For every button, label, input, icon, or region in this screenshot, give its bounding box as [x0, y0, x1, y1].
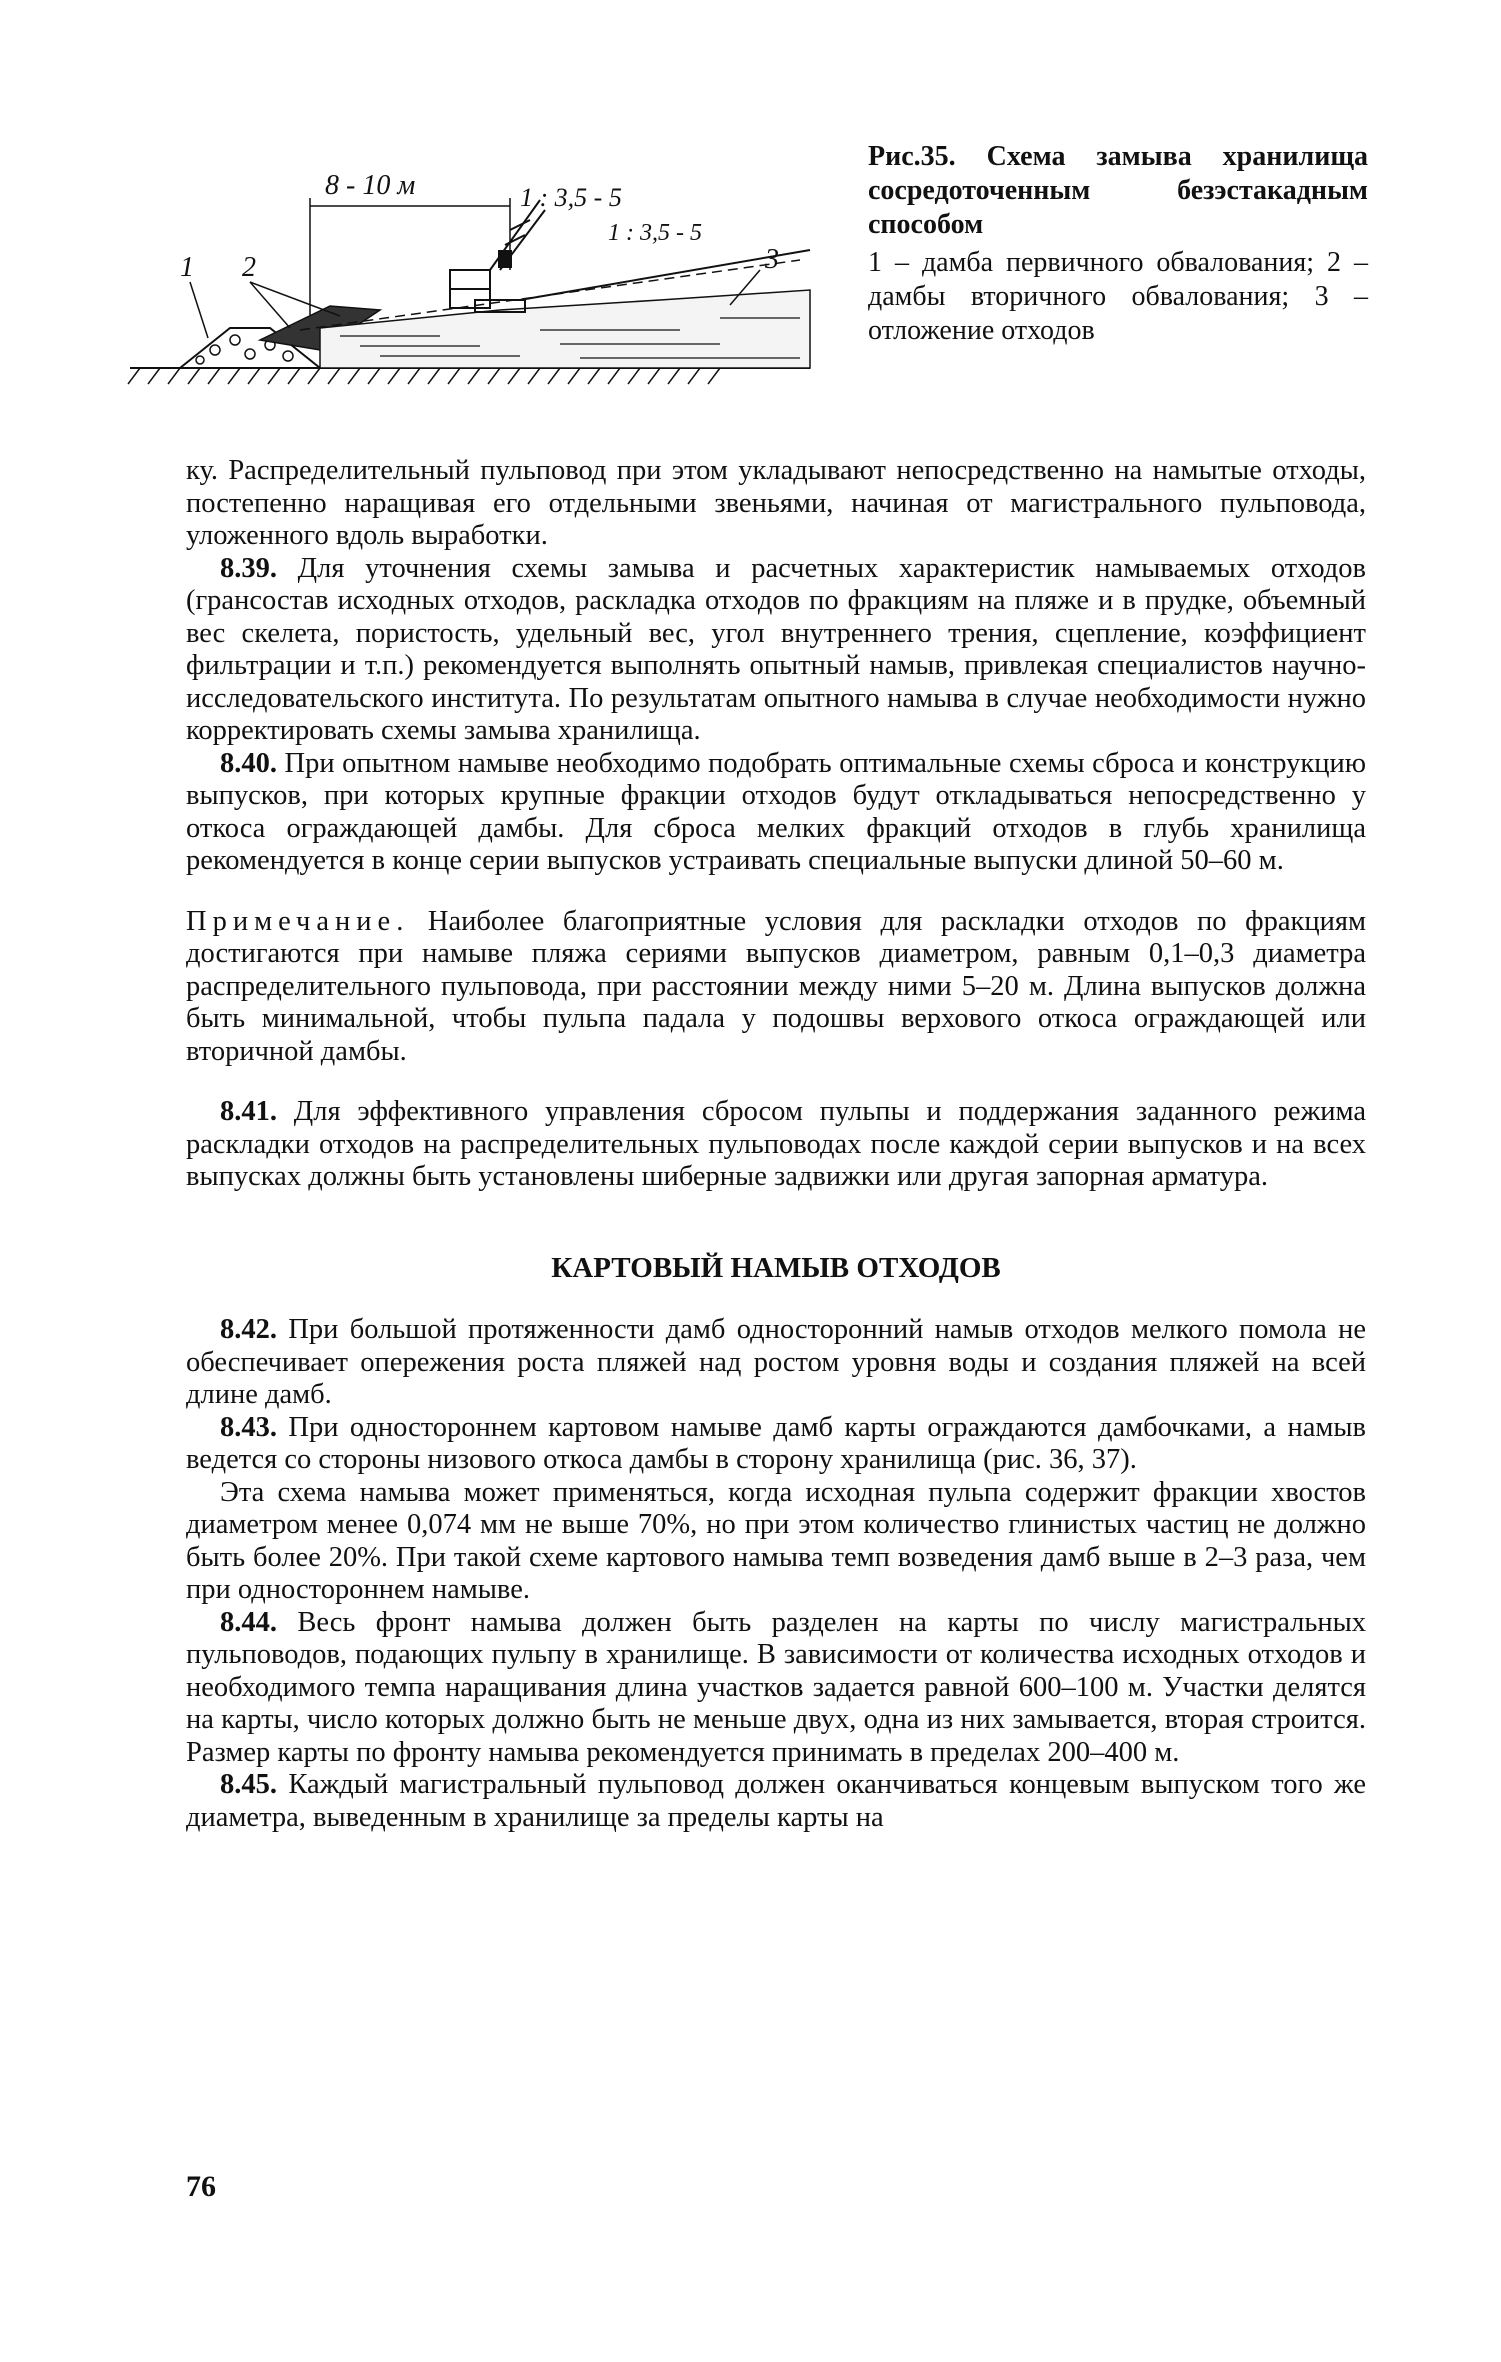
- figure-35-diagram: [120, 140, 820, 410]
- paragraph-continuation: ку. Распределительный пульповод при этом укладывают непосредственно на намытые отходы, постепенно наращивая его отдельными звеньями, начиная от магистрального пульповода, уложенного вдоль выработки.: [186, 455, 1366, 551]
- note-label: Примечание.: [186, 905, 410, 937]
- section-heading: КАРТОВЫЙ НАМЫВ ОТХОДОВ: [551, 1251, 1001, 1284]
- dimension-label: 8 - 10 м: [325, 170, 416, 201]
- paragraph-8-39: [186, 553, 1366, 748]
- paragraph-text: Для уточнения схемы замыва и расчетных характеристик намываемых отходов (грансостав исходных отходов, раскладка отходов по фракциям на пляже и в прудке, объемный вес скелета, пористость, удельный вес, угол внутреннего трения, сцепление, коэффициент фильтрации и т.п.) рекомендуется выполнять опытный намыв, привлекая специалистов научно-исследовательского института. По результатам опытного намыва в случае необходимости нужно корректировать схемы замыва хранилища.: [186, 552, 1366, 746]
- paragraph-text: При большой протяженности дамб односторонний намыв отходов мелкого помола не обеспечивает опережения роста пляжей над ростом уровня воды и создания пляжей на всей длине дамб.: [186, 1314, 1366, 1410]
- paragraph-number: 8.43.: [220, 1411, 277, 1443]
- paragraph-text: При опытном намыве необходимо подобрать оптимальные схемы сброса и конструкцию выпусков, при которых крупные фракции отходов будут откладываться непосредственно у откоса ограждающей дамбы. Для сброса мелких фракций отходов в глубь хранилища рекомендуется в конце серии выпусков устраивать специальные выпуски длиной 50–60 м.: [186, 747, 1366, 876]
- caption-legend: 1 – дамба первичного обвалования; 2 – дамбы вторичного обвалования; 3 – отложение отходов: [868, 247, 1368, 346]
- figure-caption: [868, 140, 1368, 348]
- note-text: Наиболее благоприятные условия для раскладки отходов по фракциям достигаются при намыве пляжа сериями выпусков диаметром, равным 0,1–0,3 диаметра распределительного пульповода, при расстоянии между ними 5–20 м. Длина выпусков должна быть минимальной, чтобы пульпа падала у подошвы верхового откоса ограждающей или вторичной дамбы.: [186, 905, 1366, 1067]
- page-number: 76: [186, 2170, 216, 2203]
- paragraph-text: Для эффективного управления сбросом пульпы и поддержания заданного режима раскладки отходов на распределительных пульповодах после каждой серии выпусков и на всех выпусках должны быть установлены шиберные задвижки или другая запорная арматура.: [186, 1096, 1366, 1192]
- callout-3: 3: [765, 244, 779, 275]
- paragraph-text: При одностороннем картовом намыве дамб карты ограждаются дамбочками, а намыв ведется со стороны низового откоса дамбы в сторону хранилища (рис. 36, 37).: [186, 1411, 1366, 1475]
- paragraph-text: Весь фронт намыва должен быть разделен на карты по числу магистральных пульповодов, подающих пульпу в хранилище. В зависимости от количества исходных отходов и необходимого темпа наращивания длина участков задается равной 600–100 м. Участки делятся на карты, число которых должно быть не меньше двух, одна из них замывается, вторая строится. Размер карты по фронту намыва рекомендуется принимать в пределах 200–400 м.: [186, 1606, 1366, 1768]
- paragraph-8-43-cont: Эта схема намыва может применяться, когда исходная пульпа содержит фракции хвостов диаметром менее 0,074 мм не выше 70%, но при этом количество глинистых частиц не должно быть более 20%. При такой схеме картового намыва темп возведения дамб выше в 2–3 раза, чем при одностороннем намыве.: [186, 1476, 1366, 1605]
- paragraph-8-41: [186, 1096, 1366, 1194]
- paragraph-number: 8.45.: [220, 1769, 277, 1800]
- paragraph-text: Каждый магистральный пульповод должен оканчиваться концевым выпуском того же диаметра, выведенным в хранилище за пределы карты на: [186, 1769, 1366, 1833]
- embankment-schematic: [120, 140, 820, 410]
- caption-title: Рис.35. Схема замыва хранилища сосредоточенным безэстакадным способом: [868, 141, 1368, 240]
- paragraph-number: 8.40.: [220, 747, 277, 779]
- note-paragraph: [186, 906, 1366, 1069]
- paragraph-number: 8.39.: [220, 552, 277, 584]
- paragraph-8-43: [186, 1412, 1366, 1477]
- paragraph-8-45: [186, 1769, 1366, 1834]
- paragraph-number: 8.41.: [220, 1096, 277, 1127]
- paragraph-number: 8.44.: [220, 1606, 277, 1638]
- paragraph-8-42: [186, 1314, 1366, 1412]
- slope-label-lower: 1 : 3,5 - 5: [608, 220, 702, 246]
- body-text: [186, 455, 1366, 1834]
- callout-2: 2: [242, 252, 256, 283]
- callout-1: 1: [180, 252, 194, 283]
- paragraph-number: 8.42.: [220, 1314, 277, 1345]
- paragraph-8-44: [186, 1607, 1366, 1770]
- paragraph-8-40: [186, 748, 1366, 878]
- slope-label-upper: 1 : 3,5 - 5: [520, 183, 622, 212]
